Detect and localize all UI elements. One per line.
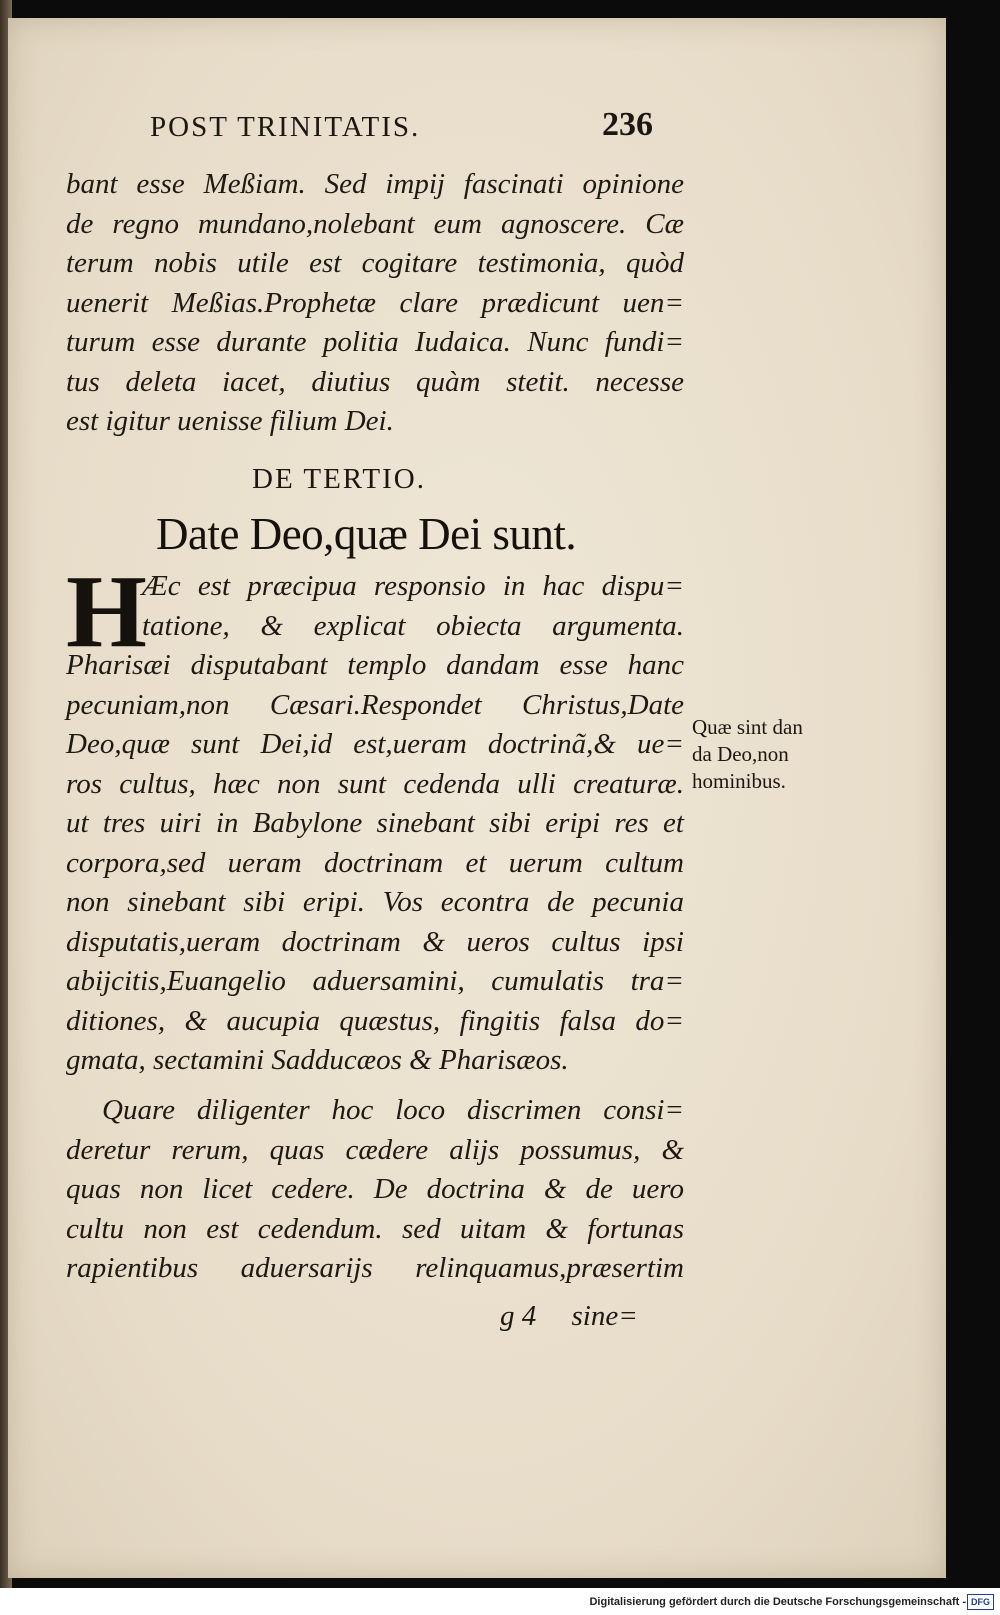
text-line: Quare diligenter hoc loco discrimen consi= [102,1094,684,1126]
text-line: bant esse Meßiam. Sed impij fascinati opinione [66,168,684,200]
section-heading: DE TERTIO. [252,463,426,495]
text-line: corpora,sed ueram doctrinam et uerum cultum [66,846,684,879]
footer-credit: Digitalisierung gefördert durch die Deutsche Forschungsgemeinschaft - [589,1596,966,1608]
margin-note-line: Quæ sint dan [692,715,803,739]
text-line: uenerit Meßias.Prophetæ clare prædicunt uen= [66,286,684,319]
text-line: abijcitis,Euangelio aduersamini, cumulatis tra= [66,965,684,997]
text-line: Deo,quæ sunt Dei,id est,ueram doctrinã,& ue= [66,728,684,760]
text-line: est igitur uenisse filium Dei. [66,405,394,437]
drop-cap: H [66,554,147,669]
dfg-logo: DFG [967,1594,994,1610]
text-line: ros cultus, hæc non sunt cedenda ulli creaturæ. [66,767,684,800]
margin-note-line: da Deo,non [692,742,789,766]
text-line: disputatis,ueram doctrinam & ueros cultus ipsi [66,925,684,958]
text-line: turum esse durante politia Iudaica. Nunc fundi= [66,326,684,358]
text-line: non sinebant sibi eripi. Vos econtra de pecunia [66,886,684,918]
text-line: terum nobis utile est cogitare testimonia, quòd [66,247,684,279]
text-line: quas non licet cedere. De doctrina & de uero [66,1173,684,1205]
text-line: tatione, & explicat obiecta argumenta. [142,609,684,642]
drop-cap-paragraph [142,567,684,646]
text-line: ut tres uiri in Babylone sinebant sibi eripi res et [66,807,684,839]
continued-paragraph [66,165,684,442]
section-title: Date Deo,quæ Dei sunt. [156,509,577,559]
signature-mark: g 4 [500,1300,537,1332]
text-line: tus deleta iacet, diutius quàm stetit. necesse [66,365,684,398]
text-line: Æc est præcipua responsio in hac dispu= [142,570,684,602]
margin-note-line: hominibus. [692,769,786,793]
margin-note [692,714,852,795]
text-line: cultu non est cedendum. sed uitam & fortunas [66,1212,684,1245]
catchword: sine= [571,1300,638,1332]
text-line: deretur rerum, quas cædere alijs possumus, & [66,1133,684,1166]
page-number: 236 [602,106,653,143]
main-paragraph [66,646,684,1081]
text-line: rapientibus aduersarijs relinquamus,præsertim [66,1252,684,1284]
text-line: de regno mundano,nolebant eum agnoscere. Cæ [66,207,684,240]
text-line: ditiones, & aucupia quæstus, fingitis falsa do= [66,1004,684,1037]
text-line: pecuniam,non Cæsari.Respondet Christus,Date [66,688,684,721]
running-head: POST TRINITATIS. [150,111,421,143]
text-line: Pharisæi disputabant templo dandam esse hanc [66,649,684,681]
signature-line [500,1300,666,1333]
quare-paragraph [66,1091,684,1289]
text-line: gmata, sectamini Sadducæos & Pharisæos. [66,1044,569,1076]
